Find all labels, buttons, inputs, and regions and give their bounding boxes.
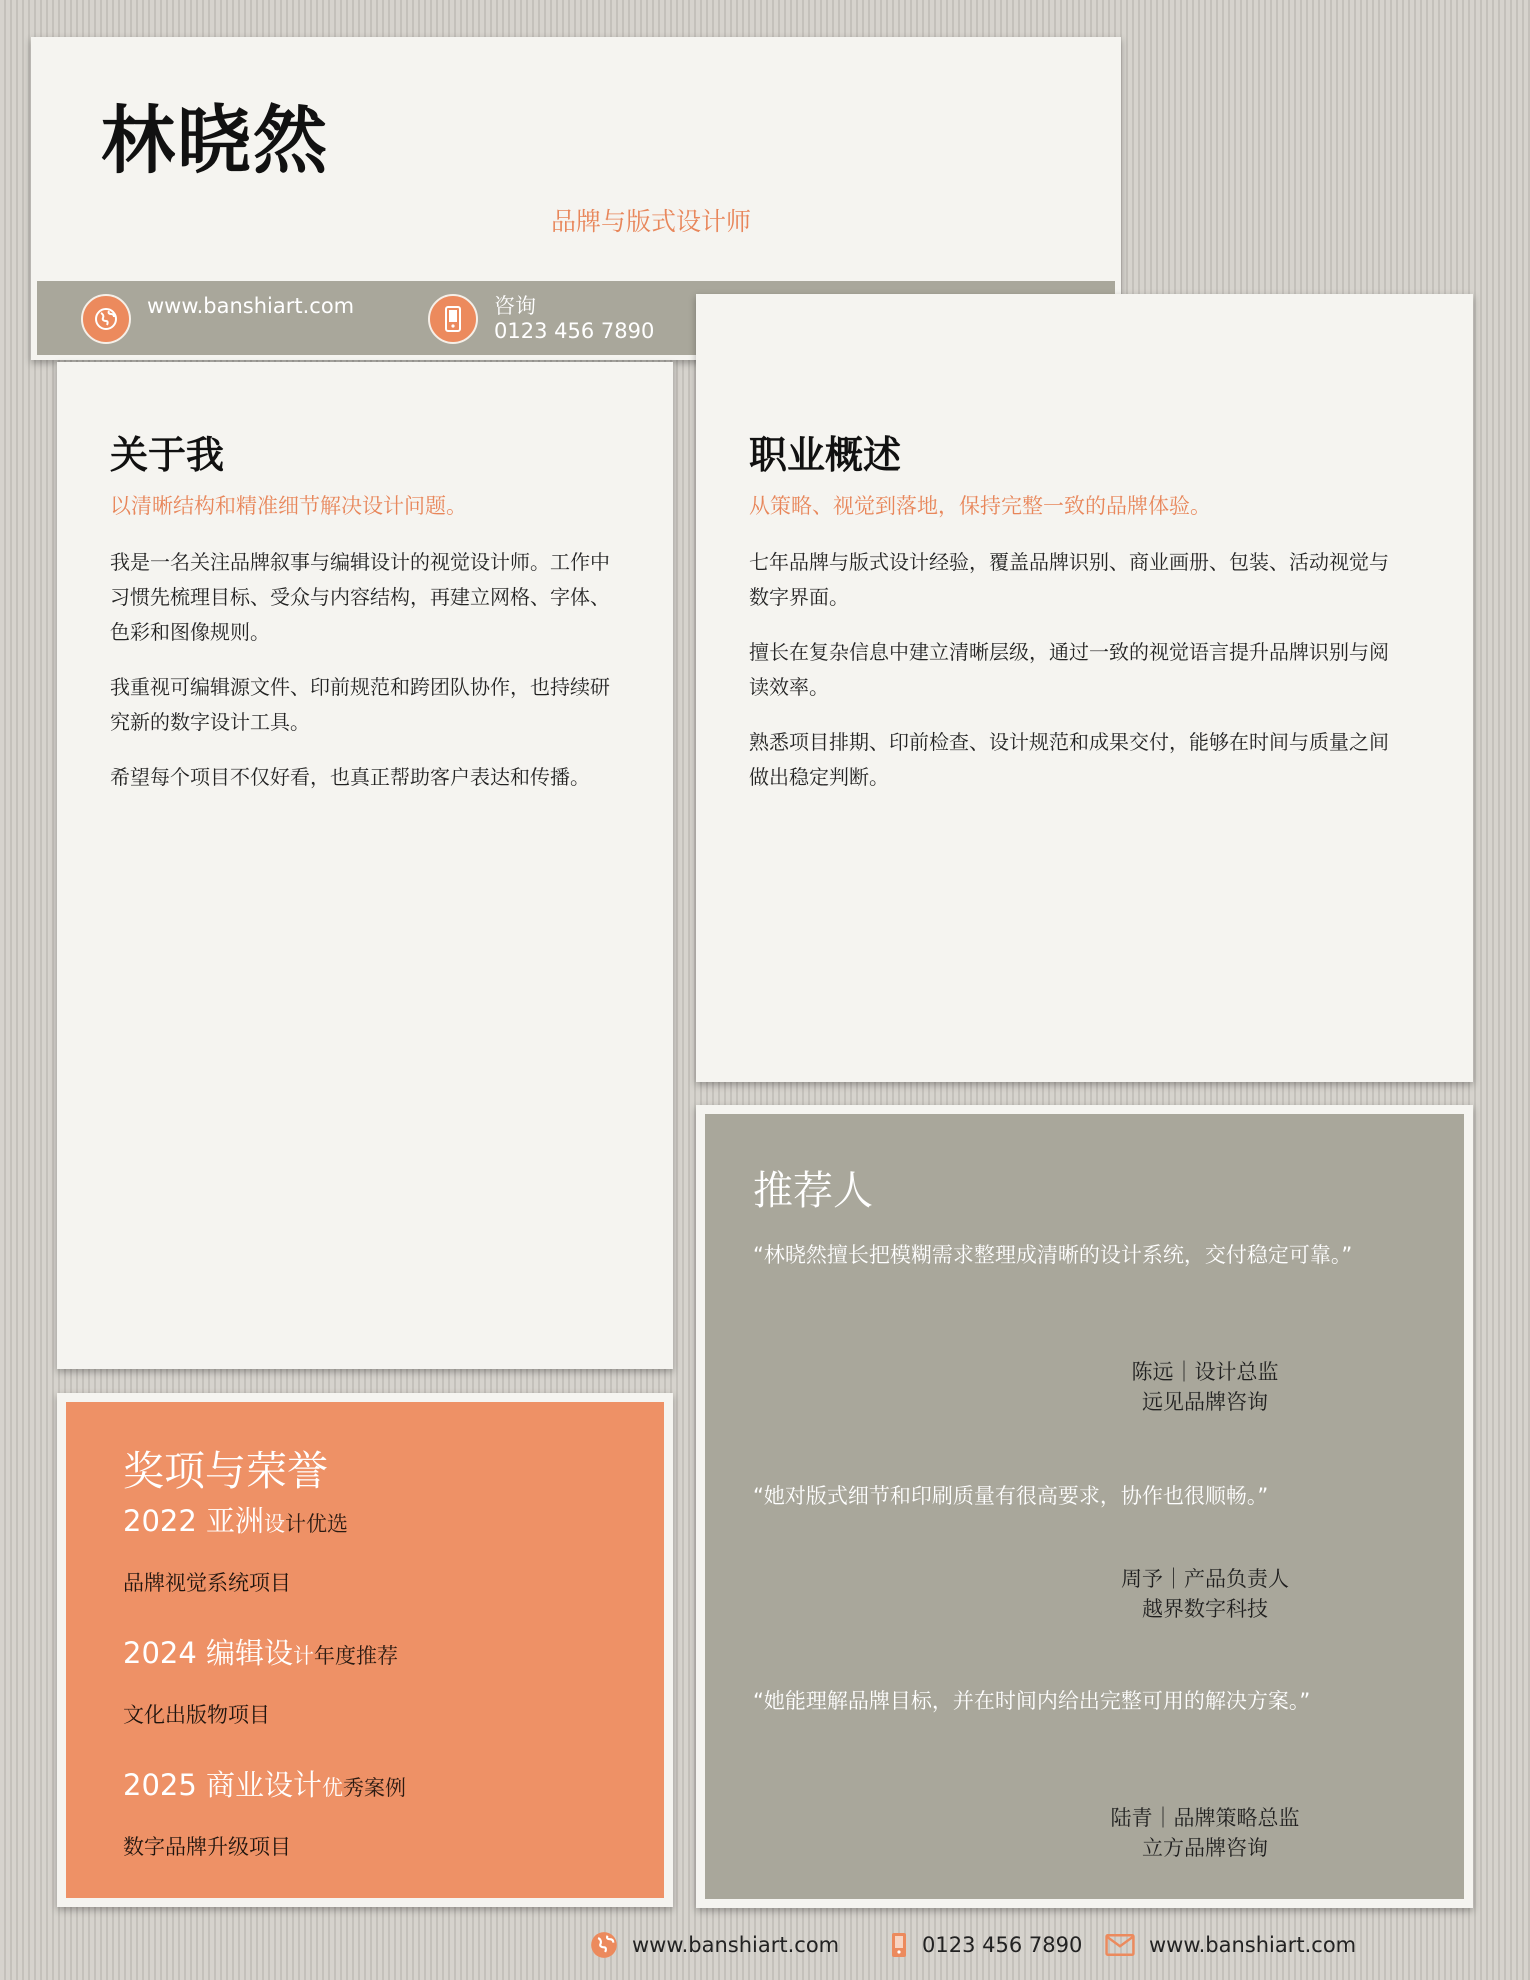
job-title: 品牌与版式设计师 — [550, 207, 751, 236]
about-body — [110, 545, 620, 815]
reference-name: 周予｜产品负责人 — [1121, 1567, 1289, 1591]
footer-phone-text: 0123 456 7890 — [922, 1933, 1083, 1957]
about-paragraph: 我重视可编辑源文件、印前规范和跨团队协作，也持续研究新的数字设计工具。 — [110, 675, 610, 734]
references-card — [696, 1105, 1473, 1908]
career-paragraph: 擅长在复杂信息中建立清晰层级，通过一致的视觉语言提升品牌识别与阅读效率。 — [749, 640, 1389, 699]
website-text: www.banshiart.com — [147, 294, 355, 318]
about-paragraph: 我是一名关注品牌叙事与编辑设计的视觉设计师。工作中习惯先梳理目标、受众与内容结构，再建立网格、字体、色彩和图像规则。 — [110, 550, 610, 644]
contact-phone[interactable] — [428, 294, 654, 344]
footer-email-text: www.banshiart.com — [1149, 1933, 1357, 1957]
award-item — [123, 1634, 406, 1766]
awards-list — [123, 1502, 406, 1898]
footer-email[interactable] — [1105, 1925, 1356, 1965]
reference-person — [1055, 1803, 1355, 1863]
award-title-rest: 计优选 — [285, 1512, 349, 1536]
award-description: 数字品牌升级项目 — [123, 1835, 291, 1859]
references-panel — [705, 1114, 1464, 1899]
about-title: 关于我 — [110, 433, 225, 477]
footer-website[interactable] — [590, 1925, 839, 1965]
contact-website[interactable] — [81, 294, 354, 344]
references-title: 推荐人 — [753, 1168, 873, 1214]
award-item — [123, 1502, 406, 1634]
phone-icon — [890, 1931, 908, 1959]
awards-card — [57, 1393, 673, 1907]
about-subtitle: 以清晰结构和精准细节解决设计问题。 — [110, 494, 467, 518]
footer-website-text: www.banshiart.com — [632, 1933, 840, 1957]
about-paragraph: 希望每个项目不仅好看，也真正帮助客户表达和传播。 — [110, 765, 590, 789]
globe-icon — [590, 1931, 618, 1959]
reference-company: 越界数字科技 — [1142, 1597, 1268, 1621]
phone-number: 0123 456 7890 — [494, 319, 655, 343]
reference-company: 立方品牌咨询 — [1142, 1836, 1268, 1860]
reference-quote: “她对版式细节和印刷质量有很高要求，协作也很顺畅。” — [753, 1484, 1269, 1508]
phone-icon — [428, 294, 478, 344]
career-paragraph: 七年品牌与版式设计经验，覆盖品牌识别、商业画册、包装、活动视觉与数字界面。 — [749, 550, 1389, 609]
reference-company: 远见品牌咨询 — [1142, 1390, 1268, 1414]
award-description: 品牌视觉系统项目 — [123, 1571, 291, 1595]
globe-icon — [81, 294, 131, 344]
award-title: 2025 商业设计 — [123, 1768, 323, 1802]
reference-name: 陈远｜设计总监 — [1131, 1360, 1279, 1384]
reference-person — [1055, 1357, 1355, 1417]
award-title: 2022 亚洲 — [123, 1504, 265, 1538]
award-title-rest: 年度推荐 — [314, 1644, 399, 1668]
career-body — [749, 545, 1399, 815]
person-name: 林晓然 — [101, 98, 329, 184]
awards-panel — [66, 1402, 664, 1898]
career-paragraph: 熟悉项目排期、印前检查、设计规范和成果交付，能够在时间与质量之间做出稳定判断。 — [749, 730, 1389, 789]
award-title-small: 设 — [264, 1512, 286, 1536]
footer-phone[interactable] — [890, 1925, 1082, 1965]
career-title: 职业概述 — [749, 433, 902, 477]
award-title: 2024 编辑设 — [123, 1636, 294, 1670]
award-description: 文化出版物项目 — [123, 1703, 270, 1727]
award-item — [123, 1766, 406, 1898]
award-title-small: 计 — [293, 1644, 315, 1668]
reference-quote: “林晓然擅长把模糊需求整理成清晰的设计系统，交付稳定可靠。” — [753, 1243, 1353, 1267]
career-subtitle: 从策略、视觉到落地，保持完整一致的品牌体验。 — [749, 494, 1211, 518]
career-card — [696, 294, 1473, 1082]
about-card — [57, 362, 673, 1369]
awards-title: 奖项与荣誉 — [123, 1447, 328, 1495]
award-title-small: 优 — [322, 1776, 344, 1800]
award-title-rest: 秀案例 — [343, 1776, 407, 1800]
reference-person — [1055, 1564, 1355, 1624]
reference-name: 陆青｜品牌策略总监 — [1110, 1806, 1300, 1830]
phone-label: 咨询 — [494, 294, 536, 318]
mail-icon — [1105, 1934, 1135, 1956]
reference-quote: “她能理解品牌目标，并在时间内给出完整可用的解决方案。” — [753, 1689, 1311, 1713]
